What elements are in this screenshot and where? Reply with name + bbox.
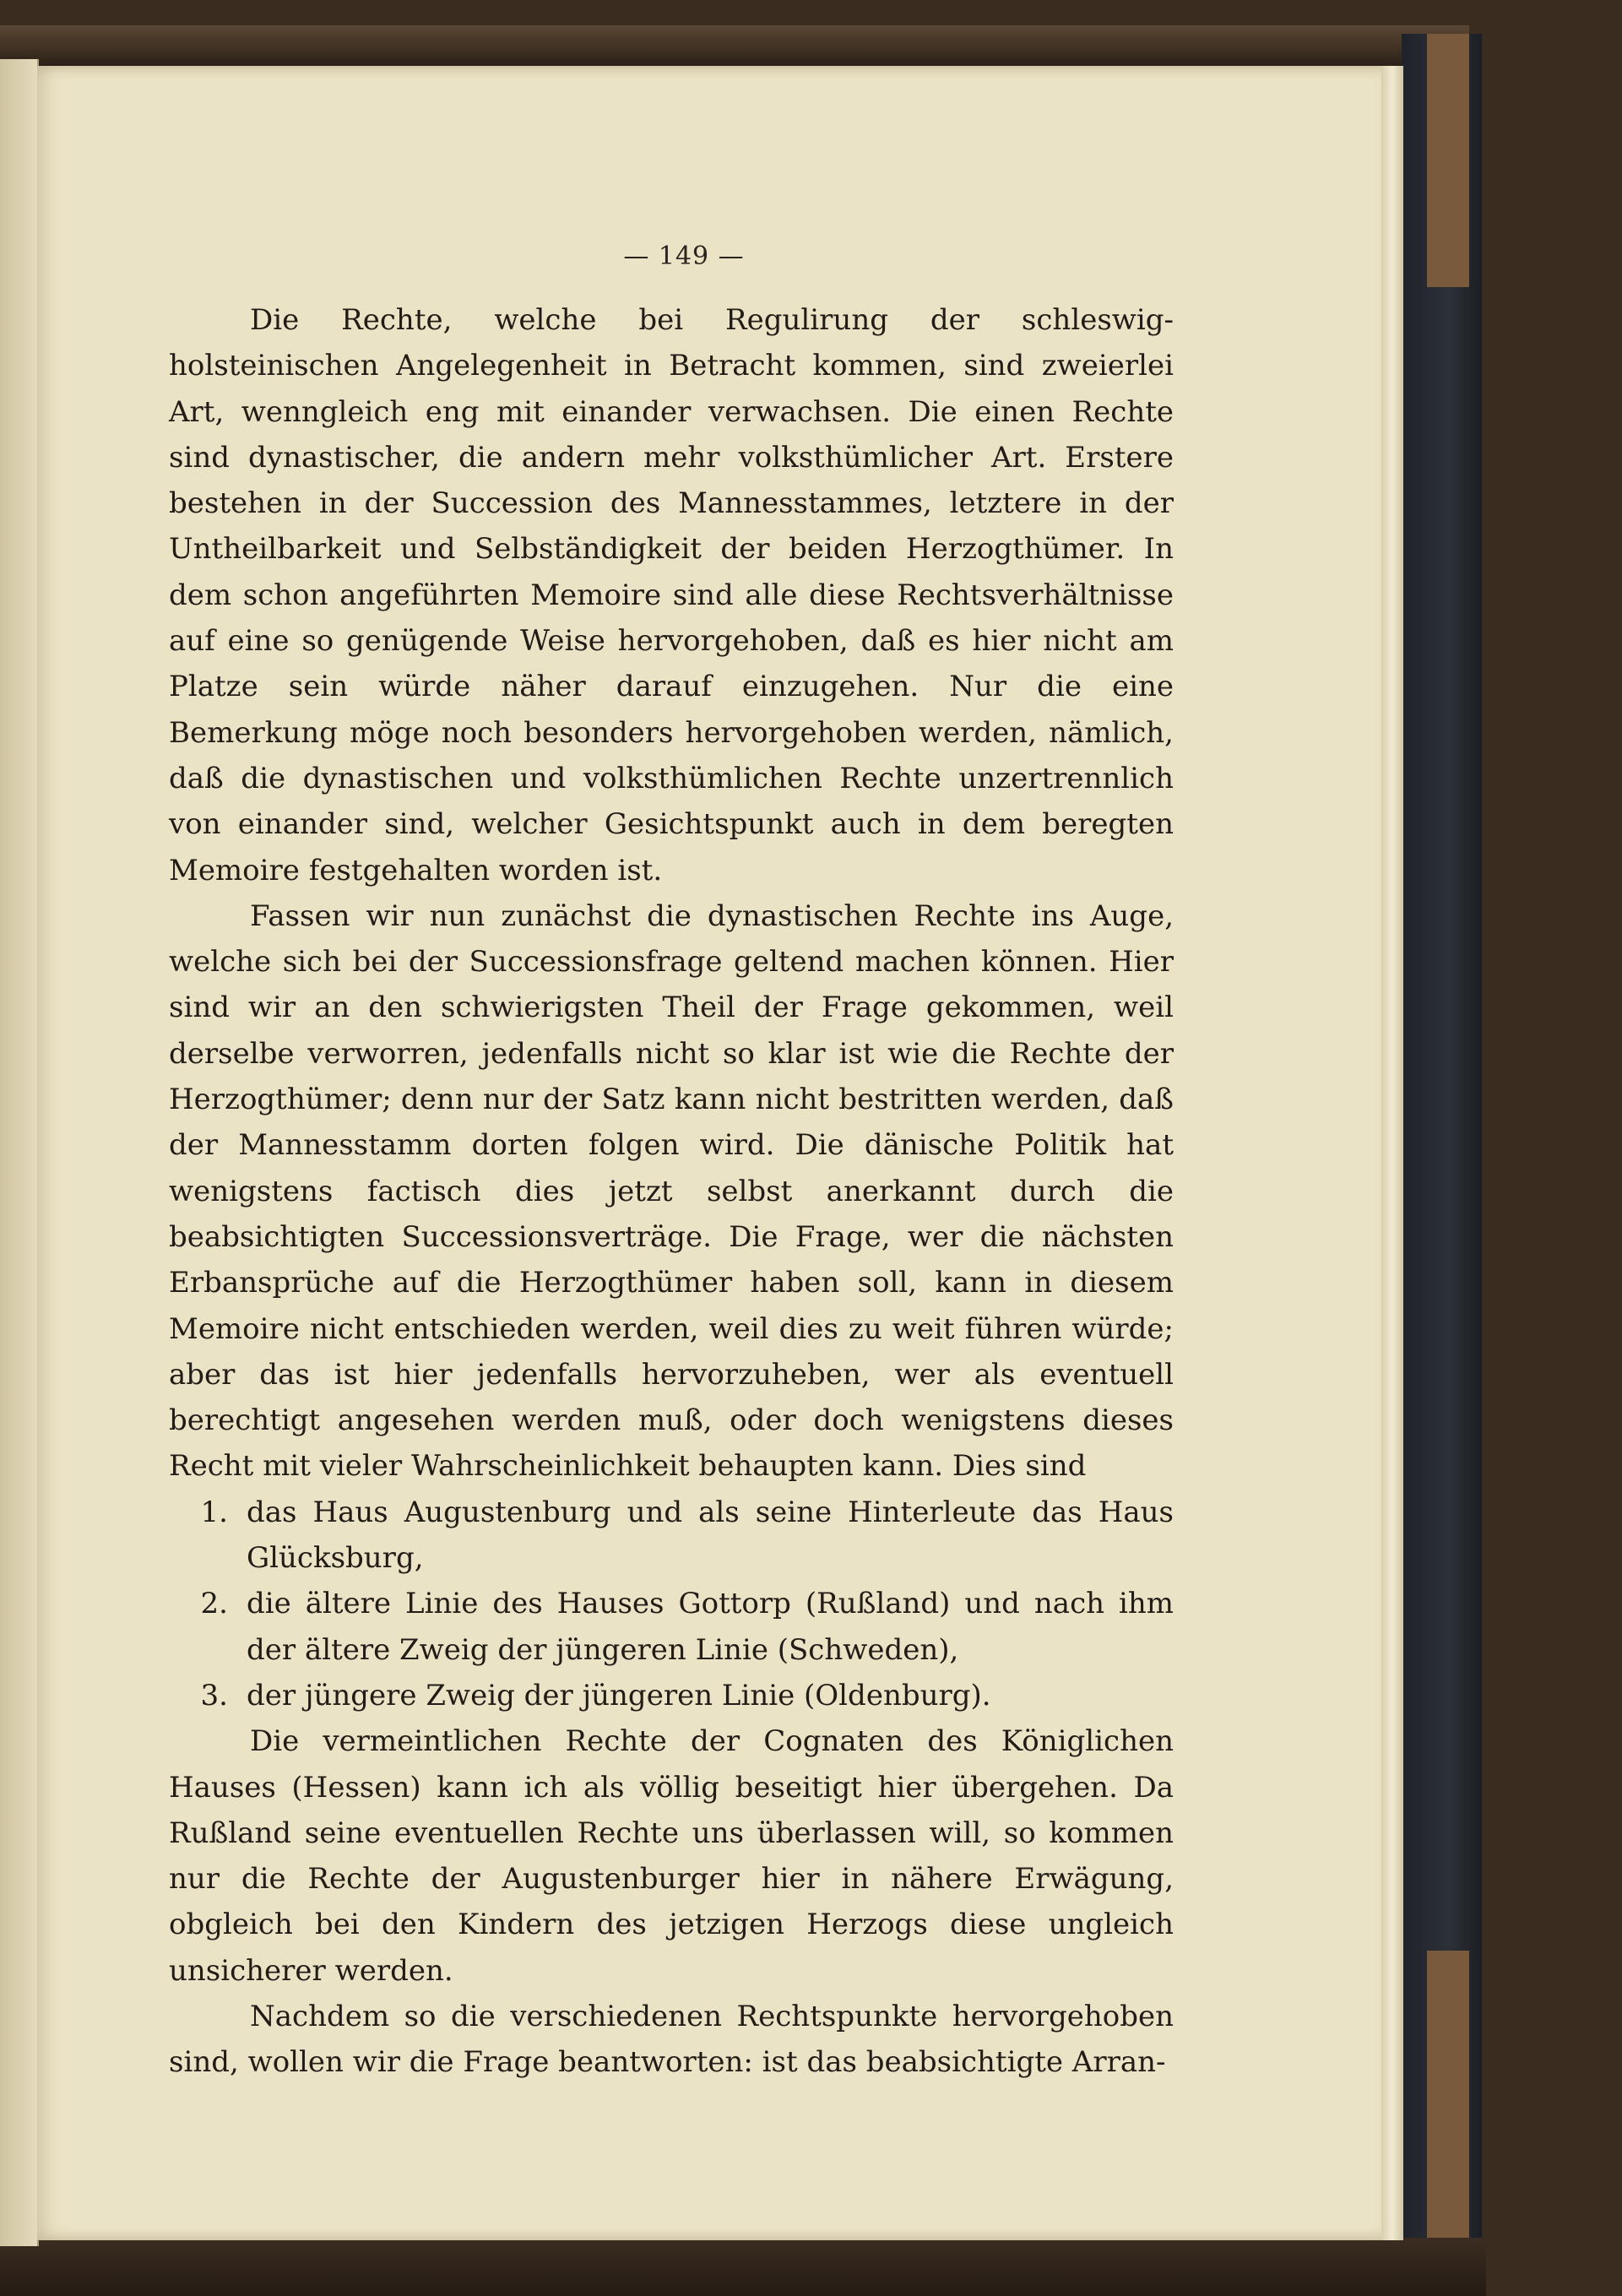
list-text: die ältere Linie des Hauses Gottorp (Rußland) und nach ihm der ältere Zweig der jüngeren Linie (Schweden), — [247, 1587, 1174, 1667]
paragraph: Fassen wir nun zunächst die dynastischen Rechte ins Auge, welche sich bei der Successionsfrage geltend machen können. Hier sind wir an den schwierigsten Theil der Frage gekommen, weil derselbe verworren, jedenfalls nicht so klar ist wie die Rechte der Herzogthümer; denn nur der Satz kann nicht bestritten werden, daß der Mannesstamm dorten folgen wird. Die dänische Politik hat wenigstens factisch dies jetzt selbst anerkannt durch die beabsichtigten Successionsverträge. Die Frage, wer die nächsten Erbansprüche auf die Herzogthümer haben soll, kann in diesem Memoire nicht entschieden werden, weil dies zu weit führen würde; aber das ist hier jedenfalls hervorzuheben, wer als eventuell berechtigt angesehen werden muß, oder doch wenigstens dieses Recht mit vieler Wahrscheinlichkeit behaupten kann. Dies sind — [169, 898, 1174, 1484]
page-text — [169, 297, 1174, 2086]
book-cover-right — [1402, 34, 1482, 2263]
enumerated-list — [169, 1490, 1174, 1718]
list-item — [169, 1490, 1174, 1582]
page-number: — 149 — — [623, 242, 745, 271]
list-number: 3. — [200, 1678, 228, 1713]
paragraph: Die vermeintlichen Rechte der Cognaten des Königlichen Hauses (Hessen) kann ich als völlig beseitigt hier übergehen. Da Rußland seine eventuellen Rechte uns überlassen will, so kommen nur die Rechte der Augustenburger hier in nähere Erwägung, obgleich bei den Kindern des jetzigen Herzogs diese ungleich unsicherer werden. — [169, 1724, 1174, 1988]
leather-corner-top — [1427, 34, 1469, 287]
leather-corner-bottom — [1427, 1951, 1469, 2263]
list-item — [169, 1673, 1174, 1718]
book-cover-bottom — [0, 2238, 1486, 2296]
list-text: der jüngere Zweig der jüngeren Linie (Oldenburg). — [247, 1678, 991, 1713]
list-number: 2. — [200, 1587, 228, 1621]
list-number: 1. — [200, 1495, 228, 1529]
book-cover-top — [0, 25, 1469, 66]
facing-page-edge — [0, 59, 39, 2246]
page-edge — [1381, 66, 1403, 2240]
paragraph: Nachdem so die verschiedenen Rechtspunkte hervorgehoben sind, wollen wir die Frage beantworten: ist das beabsichtigte Arran- — [169, 1999, 1174, 2080]
list-item — [169, 1581, 1174, 1673]
list-text: das Haus Augustenburg und als seine Hinterleute das Haus Glücksburg, — [247, 1495, 1174, 1576]
paragraph: Die Rechte, welche bei Regulirung der schleswig-holsteinischen Angelegenheit in Betracht kommen, sind zweierlei Art, wenngleich eng mit einander verwachsen. Die einen Rechte sind dynastischer, die andern mehr volksthümlicher Art. Erstere bestehen in der Succession des Mannesstammes, letztere in der Untheilbarkeit und Selbständigkeit der beiden Herzogthümer. In dem schon angeführten Memoire sind alle diese Rechtsverhältnisse auf eine so genügende Weise hervorgehoben, daß es hier nicht am Platze sein würde näher darauf einzugehen. Nur die eine Bemerkung möge noch besonders hervorgehoben werden, nämlich, daß die dynastischen und volksthümlichen Rechte unzertrennlich von einander sind, welcher Gesichtspunkt auch in dem beregten Memoire festgehalten worden ist. — [169, 303, 1174, 887]
